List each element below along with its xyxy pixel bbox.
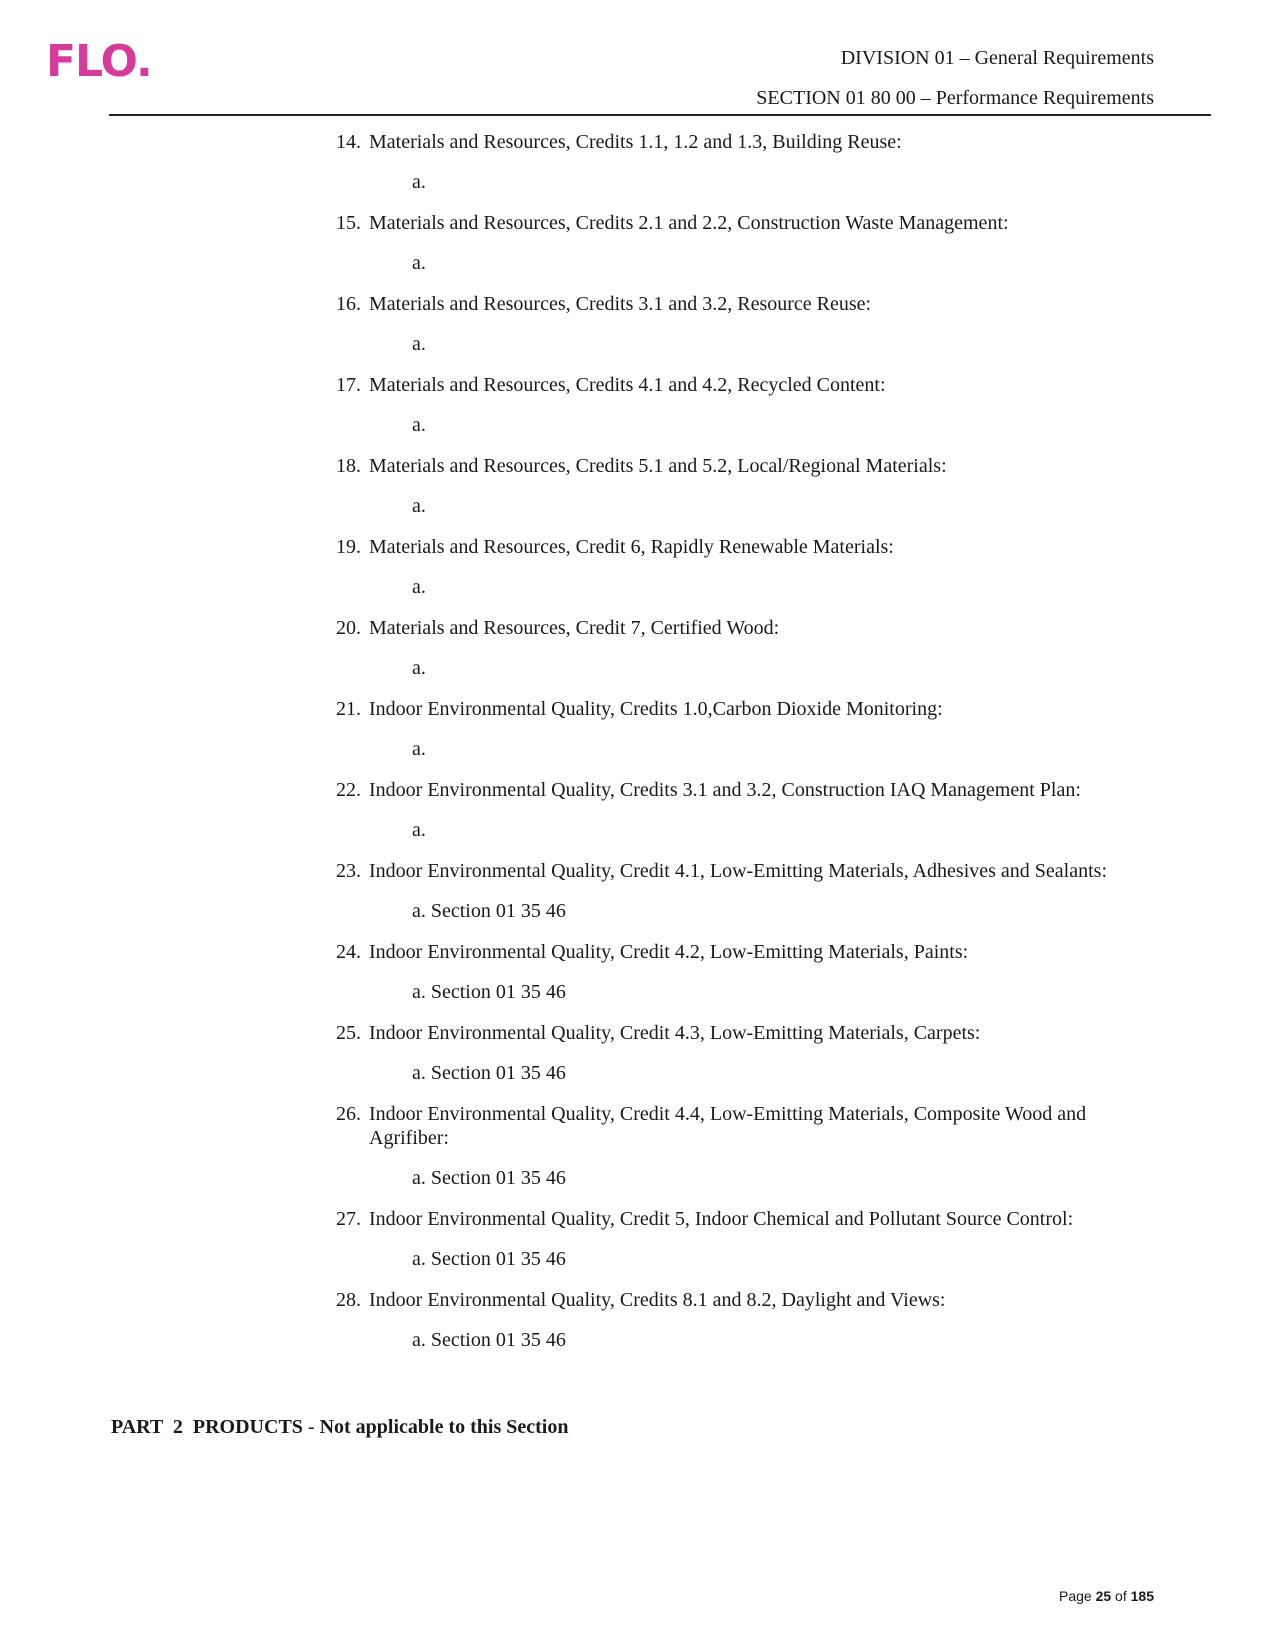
list-item-number: 16. [336,293,361,315]
list-item-text: Indoor Environmental Quality, Credit 4.2, Low-Emitting Materials, Paints: [369,941,969,963]
list-item-title [336,1102,1156,1150]
list-item-title [336,373,1156,397]
list-item-title [336,778,1156,802]
page-number: 25 [1095,1588,1112,1604]
list-item-subitem: a. [412,495,426,517]
page-of-label: of [1111,1588,1131,1604]
list-item [336,859,1156,923]
list-item [336,778,1156,842]
list-item-subitem: a. Section 01 35 46 [412,981,566,1003]
part2-separator: - [302,1416,320,1438]
list-item [336,454,1156,518]
list-item-subitem: a. Section 01 35 46 [412,1167,566,1189]
list-item-title [336,1021,1156,1045]
list-item-text: Indoor Environmental Quality, Credits 3.1 and 3.2, Construction IAQ Management Plan: [369,779,1081,801]
list-item-subitem: a. [412,414,426,436]
requirements-list [336,130,1156,1352]
list-item-subitem: a. [412,252,426,274]
list-item-subitem: a. Section 01 35 46 [412,900,566,922]
list-item-number: 25. [336,1022,361,1044]
list-item-text: Indoor Environmental Quality, Credits 1.0,Carbon Dioxide Monitoring: [369,698,943,720]
list-item [336,616,1156,680]
flo-logo: FLO. [46,36,152,87]
list-item [336,1207,1156,1271]
header-section: SECTION 01 80 00 – Performance Requirements [756,87,1154,109]
list-item [336,211,1156,275]
list-item-title [336,454,1156,478]
list-item-text: Materials and Resources, Credit 7, Certified Wood: [369,617,780,639]
list-item-title [336,130,1156,154]
list-item-text: Indoor Environmental Quality, Credit 5, Indoor Chemical and Pollutant Source Control: [369,1208,1074,1230]
part2-note: Not applicable to this Section [319,1416,569,1438]
list-item [336,1021,1156,1085]
list-item-text: Materials and Resources, Credits 5.1 and 5.2, Local/Regional Materials: [369,455,947,477]
header-divider [109,114,1211,116]
list-item-text: Indoor Environmental Quality, Credit 4.3, Low-Emitting Materials, Carpets: [369,1022,981,1044]
list-item-text: Indoor Environmental Quality, Credits 8.1 and 8.2, Daylight and Views: [369,1289,946,1311]
list-item-title [336,1207,1156,1231]
list-item-number: 18. [336,455,361,477]
list-item-number: 26. [336,1103,361,1125]
list-item-subitem: a. [412,657,426,679]
list-item-text: Materials and Resources, Credits 4.1 and 4.2, Recycled Content: [369,374,886,396]
list-item-text: Indoor Environmental Quality, Credit 4.4, Low-Emitting Materials, Composite Wood and Agrifiber: [369,1103,1087,1149]
list-item-number: 28. [336,1289,361,1311]
list-item-number: 24. [336,941,361,963]
list-item [336,373,1156,437]
part2-label: PART 2 PRODUCTS [111,1416,303,1438]
list-item-subitem: a. Section 01 35 46 [412,1248,566,1270]
page-label: Page [1059,1588,1096,1604]
list-item-subitem: a. [412,576,426,598]
list-item-number: 23. [336,860,361,882]
list-item-title [336,859,1156,883]
list-item-number: 15. [336,212,361,234]
list-item-subitem: a. Section 01 35 46 [412,1062,566,1084]
list-item-title [336,616,1156,640]
page-footer [1059,1588,1154,1604]
list-item-number: 22. [336,779,361,801]
list-item [336,697,1156,761]
list-item-subitem: a. [412,819,426,841]
list-item-number: 21. [336,698,361,720]
list-item-title [336,292,1156,316]
list-item-title [336,535,1156,559]
list-item-title [336,1288,1156,1312]
list-item-text: Materials and Resources, Credits 1.1, 1.2 and 1.3, Building Reuse: [369,131,902,153]
list-item-subitem: a. [412,738,426,760]
list-item [336,1102,1156,1190]
header-division: DIVISION 01 – General Requirements [840,47,1154,69]
list-item-text: Materials and Resources, Credits 3.1 and 3.2, Resource Reuse: [369,293,872,315]
list-item [336,130,1156,194]
list-item-number: 14. [336,131,361,153]
list-item-number: 17. [336,374,361,396]
list-item-subitem: a. [412,333,426,355]
list-item-subitem: a. [412,171,426,193]
list-item [336,292,1156,356]
list-item-title [336,211,1156,235]
list-item [336,1288,1156,1352]
list-item [336,940,1156,1004]
list-item-number: 20. [336,617,361,639]
part2-heading [111,1416,568,1439]
list-item-number: 27. [336,1208,361,1230]
list-item-text: Indoor Environmental Quality, Credit 4.1, Low-Emitting Materials, Adhesives and Sealants: [369,860,1108,882]
list-item [336,535,1156,599]
list-item-text: Materials and Resources, Credit 6, Rapidly Renewable Materials: [369,536,894,558]
page-total: 185 [1130,1588,1154,1604]
list-item-title [336,940,1156,964]
list-item-number: 19. [336,536,361,558]
list-item-subitem: a. Section 01 35 46 [412,1329,566,1351]
list-item-text: Materials and Resources, Credits 2.1 and 2.2, Construction Waste Management: [369,212,1009,234]
list-item-title [336,697,1156,721]
